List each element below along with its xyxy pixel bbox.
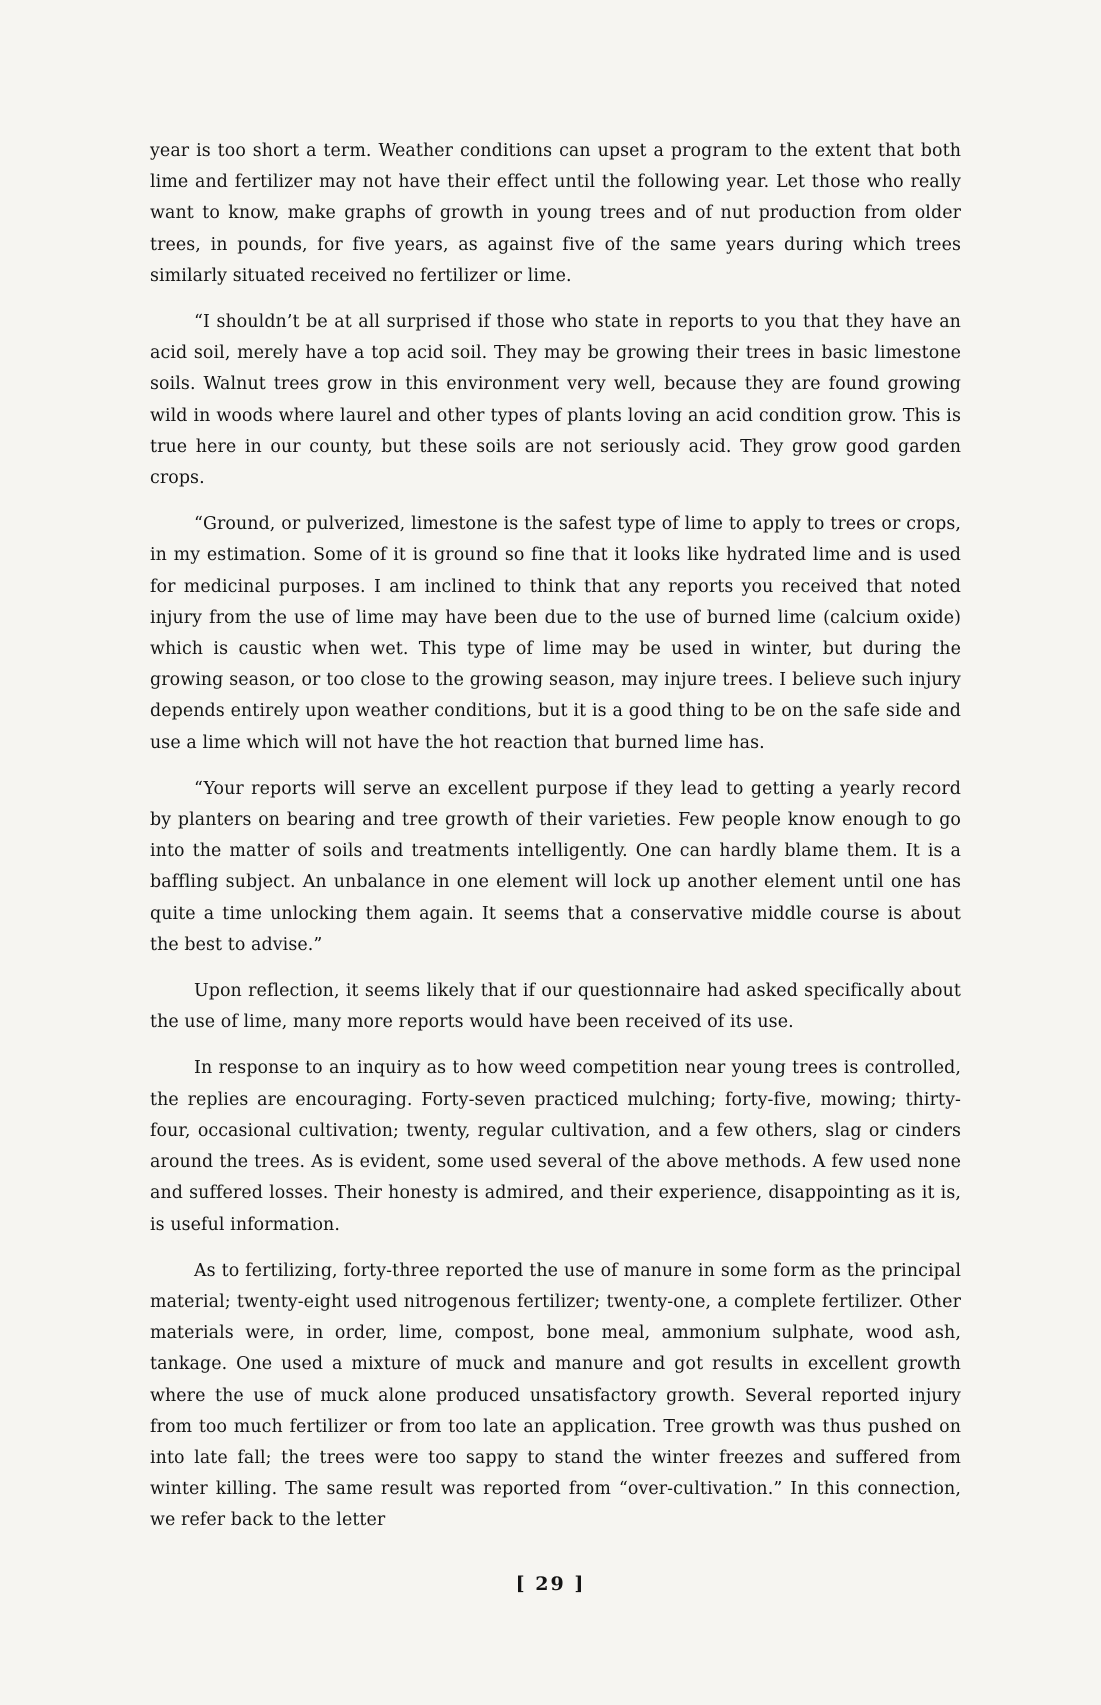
paragraph-weed-competition: In response to an inquiry as to how weed competition near young trees is controlled, the replies are encouraging. Forty-seven practiced mulching; forty-five, mowing; thirty-four, occasional cultivation; twenty, regular cultivation, and a few others, slag or cinders around the trees. As is evident, some used several of the above methods. A few used none and suffered losses. Their honesty is admired, and their experience, disappointing as it is, is useful information. (150, 1058, 961, 1235)
paragraph-ground-limestone: “Ground, or pulverized, limestone is the safest type of lime to apply to trees or crops, in my estimation. Some of it is ground so fine that it looks like hydrated lime and is used for medicinal purposes. I am inclined to think that any reports you received that noted injury from the use of lime may have been due to the use of burned lime (calcium oxide) which is caustic when wet. This type of lime may be used in winter, but during the growing season, or too close to the growing season, may injure trees. I believe such injury depends entirely upon weather conditions, but it is a good thing to be on the safe side and use a lime which will not have the hot reaction that burned lime has. (150, 514, 961, 753)
page-body (150, 136, 961, 1552)
paragraph-upon-reflection: Upon reflection, it seems likely that if our questionnaire had asked specifically about the use of lime, many more reports would have been received of its use. (150, 981, 961, 1033)
paragraph-reports-purpose: “Your reports will serve an excellent purpose if they lead to getting a yearly record by planters on bearing and tree growth of their varieties. Few people know enough to go into the matter of soils and treatments intelligently. One can hardly blame them. It is a baffling subject. An unbalance in one element will lock up another element until one has quite a time unlocking them again. It seems that a conservative middle course is about the best to advise.” (150, 778, 961, 955)
paragraph-fertilizing: As to fertilizing, forty-three reported the use of manure in some form as the principal material; twenty-eight used nitrogenous fertilizer; twenty-one, a complete fertilizer. Other materials were, in order, lime, compost, bone meal, ammonium sulphate, wood ash, tankage. One used a mixture of muck and manure and got results in excellent growth where the use of muck alone produced unsatisfactory growth. Several reported injury from too much fertilizer or from too late an application. Tree growth was thus pushed on into late fall; the trees were too sappy to stand the winter freezes and suffered from winter killing. The same result was reported from “over-cultivation.” In this connection, we refer back to the letter (150, 1260, 961, 1531)
paragraph-weather-conditions: year is too short a term. Weather conditions can upset a program to the extent that both lime and fertilizer may not have their effect until the following year. Let those who really want to know, make graphs of growth in young trees and of nut production from older trees, in pounds, for five years, as against five of the same years during which trees similarly situated received no fertilizer or lime. (150, 141, 961, 286)
page-number: [ 29 ] (515, 1573, 586, 1595)
paragraph-acid-soil: “I shouldn’t be at all surprised if those who state in reports to you that they have an acid soil, merely have a top acid soil. They may be growing their trees in basic limestone soils. Walnut trees grow in this environment very well, because they are found growing wild in woods where laurel and other types of plants loving an acid condition grow. This is true here in our county, but these soils are not seriously acid. They grow good garden crops. (150, 312, 961, 489)
